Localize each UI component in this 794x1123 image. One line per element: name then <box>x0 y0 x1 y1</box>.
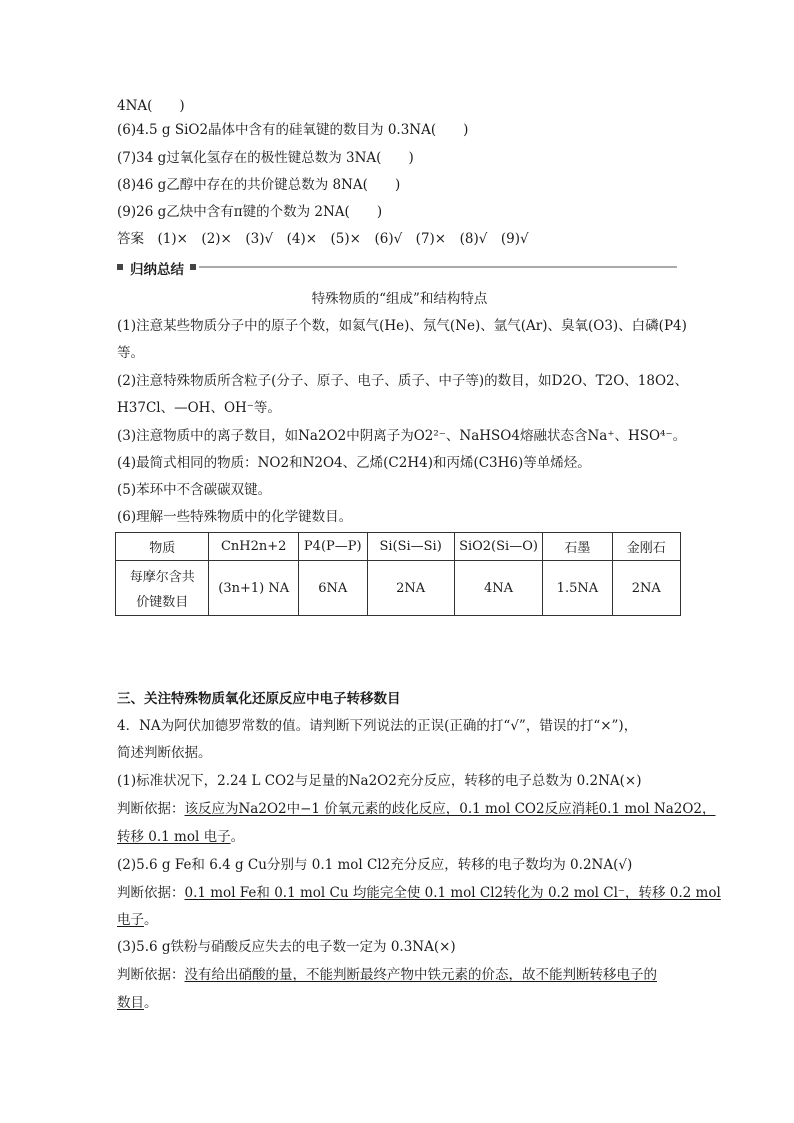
summary-point-4: (4)最简式相同的物质：NO2和N2O4、乙烯(C2H4)和丙烯(C3H6)等单烯烃。 <box>117 455 591 471</box>
basis-text: 没有给出硝酸的量，不能判断最终产物中铁元素的价态，故不能判断转移电子的 <box>184 967 657 983</box>
bond-count-table <box>115 532 681 616</box>
statement-2: (2)5.6 g Fe和 6.4 g Cu分别与 0.1 mol Cl2充分反应，转移的电子数均为 0.2NA(√) <box>117 857 633 873</box>
basis-text: 该反应为Na2O2中−1 价氧元素的歧化反应，0.1 mol CO2反应消耗0.1 mol Na2O2， <box>184 801 716 817</box>
row-label-line-1: 每摩尔含共 <box>129 570 195 585</box>
summary-point-5: (5)苯环中不含碳碳双键。 <box>117 482 272 498</box>
basis-end: 。 <box>144 995 158 1011</box>
question-4: 4．NA为阿伏加德罗常数的值。请判断下列说法的正误(正确的打“√”，错误的打“×”)， <box>117 718 638 734</box>
square-bullet-icon <box>190 264 196 270</box>
table-cell: 2NA <box>367 561 454 616</box>
table-header-cell: SiO2(Si—O) <box>454 533 543 561</box>
answer-line: 答案 (1)× (2)× (3)√ (4)× (5)× (6)√ (7)× (8)√ (9)√ <box>117 231 529 247</box>
statement-3-basis-cont <box>117 994 682 1012</box>
summary-point-2-cont: H37Cl、—OH、OH⁻等。 <box>117 400 281 416</box>
section-3-heading: 三、关注特殊物质氧化还原反应中电子转移数目 <box>117 691 401 707</box>
summary-point-2: (2)注意特殊物质所含粒子(分子、原子、电子、质子、中子等)的数目，如D2O、T2O、18O2、 <box>117 373 689 389</box>
table-row-label <box>116 561 209 616</box>
summary-rule <box>199 266 677 268</box>
basis-text: 电子 <box>117 912 144 928</box>
summary-label: 归纳总结 <box>130 262 184 278</box>
table-header-cell: P4(P—P) <box>298 533 367 561</box>
basis-label: 判断依据： <box>117 801 185 817</box>
statement-1: (1)标准状况下，2.24 L CO2与足量的Na2O2充分反应，转移的电子总数为 0.2NA(×) <box>117 773 642 789</box>
q5-continuation: 4NA( ) <box>117 98 185 114</box>
summary-point-6: (6)理解一些特殊物质中的化学键数目。 <box>117 509 353 525</box>
table-header-cell: Si(Si—Si) <box>367 533 454 561</box>
statement-1-basis-cont <box>117 828 682 846</box>
table-header-cell: 物质 <box>116 533 209 561</box>
square-bullet-icon <box>117 264 123 270</box>
statement-3: (3)5.6 g铁粉与硝酸反应失去的电子数一定为 0.3NA(×) <box>117 939 456 955</box>
basis-text: 转移 0.1 mol 电子 <box>117 829 231 845</box>
table-header-row <box>116 533 681 561</box>
summary-point-1-cont: 等。 <box>117 345 144 361</box>
basis-label: 判断依据： <box>117 885 185 901</box>
row-label-line-2: 价键数目 <box>136 595 189 610</box>
summary-point-1: (1)注意某些物质分子中的原子个数，如氦气(He)、氖气(Ne)、氩气(Ar)、臭氧(O3)、白磷(P4) <box>117 318 687 334</box>
table-cell: 6NA <box>298 561 367 616</box>
table-header-cell: 金刚石 <box>612 533 680 561</box>
summary-header <box>117 258 677 276</box>
table-row <box>116 561 681 616</box>
table-cell: 2NA <box>612 561 680 616</box>
basis-text: 0.1 mol Fe和 0.1 mol Cu 均能完全使 0.1 mol Cl2转化为 0.2 mol Cl⁻，转移 0.2 mol <box>184 885 721 901</box>
basis-label: 判断依据： <box>117 967 185 983</box>
summary-point-3: (3)注意物质中的离子数目，如Na2O2中阴离子为O2²⁻、NaHSO4熔融状态含Na⁺、HSO⁴⁻。 <box>117 428 687 444</box>
table-cell: (3n+1) NA <box>209 561 299 616</box>
table-cell: 4NA <box>454 561 543 616</box>
table-header-cell: 石墨 <box>543 533 612 561</box>
table-header-cell: CnH2n+2 <box>209 533 299 561</box>
summary-title: 特殊物质的“组成”和结构特点 <box>311 291 488 307</box>
question-4-cont: 简述判断依据。 <box>117 745 212 761</box>
basis-end: 。 <box>230 829 245 845</box>
question-8: (8)46 g乙醇中存在的共价键总数为 8NA( ) <box>117 177 401 193</box>
basis-text: 数目 <box>117 995 144 1011</box>
statement-2-basis-cont <box>117 911 682 929</box>
statement-3-basis <box>117 966 682 984</box>
table-cell: 1.5NA <box>543 561 612 616</box>
statement-2-basis <box>117 884 721 902</box>
question-6: (6)4.5 g SiO2晶体中含有的硅氧键的数目为 0.3NA( ) <box>117 122 469 138</box>
statement-1-basis <box>117 800 716 818</box>
question-7: (7)34 g过氧化氢存在的极性键总数为 3NA( ) <box>117 150 414 166</box>
question-9: (9)26 g乙炔中含有π键的个数为 2NA( ) <box>117 204 383 220</box>
basis-end: 。 <box>144 912 158 928</box>
